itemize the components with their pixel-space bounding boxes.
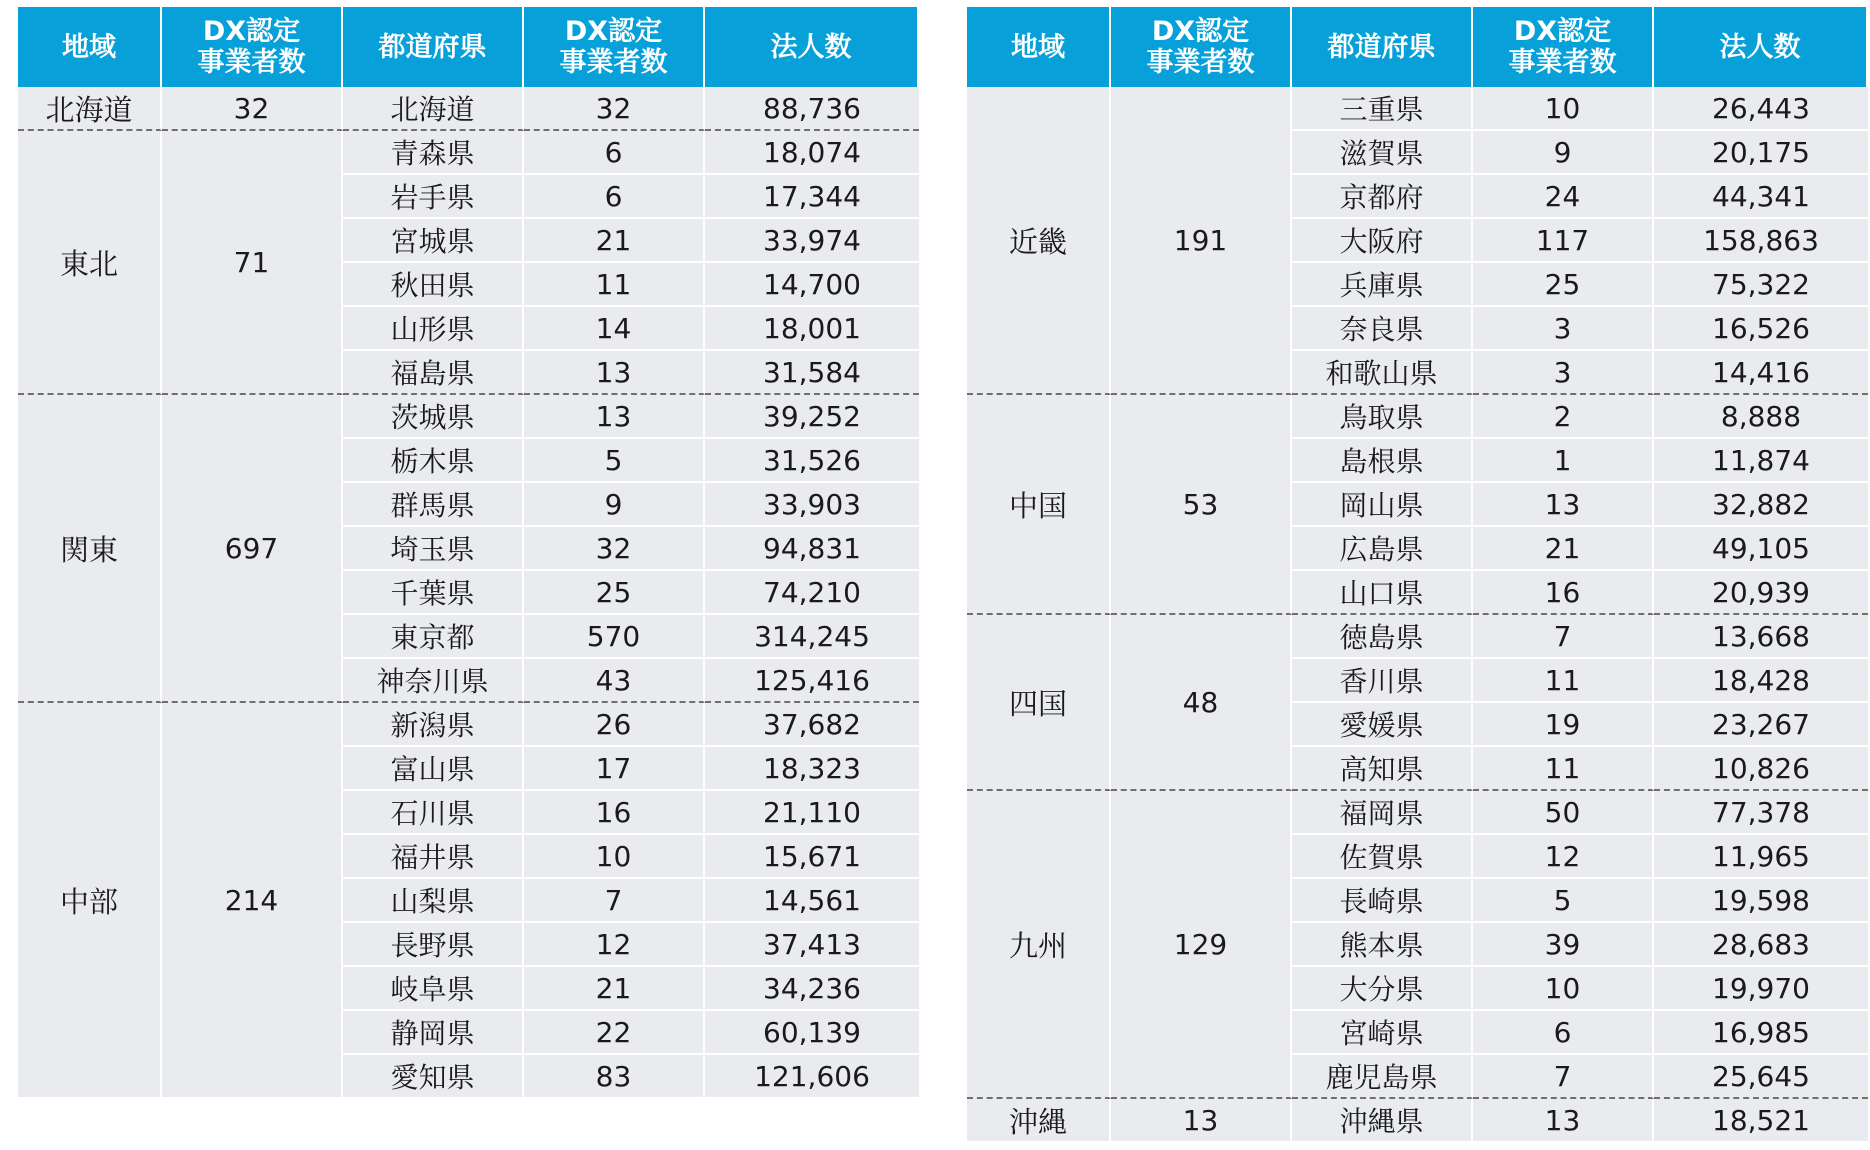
left-table — [18, 7, 919, 1099]
header-corporation-count: 法人数 — [1654, 7, 1868, 87]
region-name: 沖縄 — [967, 1099, 1111, 1143]
header-region-dx-count: DX認定 事業者数 — [162, 7, 343, 87]
right-table — [967, 7, 1868, 1143]
region-dx-count: 53 — [1111, 395, 1292, 615]
prefecture-name: 秋田県 — [343, 263, 524, 307]
corporation-count: 16,526 — [1654, 307, 1868, 351]
prefecture-dx-count: 11 — [1473, 747, 1654, 791]
corporation-count: 11,965 — [1654, 835, 1868, 879]
prefecture-dx-count: 7 — [1473, 1055, 1654, 1099]
corporation-count: 14,416 — [1654, 351, 1868, 395]
prefecture-dx-count: 7 — [1473, 615, 1654, 659]
prefecture-name: 新潟県 — [343, 703, 524, 747]
region-name: 中部 — [18, 703, 162, 1099]
corporation-count: 18,001 — [705, 307, 919, 351]
prefecture-name: 青森県 — [343, 131, 524, 175]
prefecture-dx-count: 25 — [1473, 263, 1654, 307]
corporation-count: 26,443 — [1654, 87, 1868, 131]
prefecture-name: 千葉県 — [343, 571, 524, 615]
corporation-count: 20,939 — [1654, 571, 1868, 615]
prefecture-dx-count: 11 — [524, 263, 705, 307]
prefecture-name: 福島県 — [343, 351, 524, 395]
prefecture-name: 福岡県 — [1292, 791, 1473, 835]
prefecture-name: 埼玉県 — [343, 527, 524, 571]
region-name: 九州 — [967, 791, 1111, 1099]
prefecture-name: 神奈川県 — [343, 659, 524, 703]
region-dx-count: 697 — [162, 395, 343, 703]
corporation-count: 11,874 — [1654, 439, 1868, 483]
corporation-count: 19,598 — [1654, 879, 1868, 923]
prefecture-name: 佐賀県 — [1292, 835, 1473, 879]
prefecture-name: 広島県 — [1292, 527, 1473, 571]
corporation-count: 75,322 — [1654, 263, 1868, 307]
corporation-count: 37,682 — [705, 703, 919, 747]
corporation-count: 14,561 — [705, 879, 919, 923]
prefecture-dx-count: 43 — [524, 659, 705, 703]
prefecture-name: 東京都 — [343, 615, 524, 659]
corporation-count: 15,671 — [705, 835, 919, 879]
header-region: 地域 — [967, 7, 1111, 87]
prefecture-name: 島根県 — [1292, 439, 1473, 483]
prefecture-name: 岩手県 — [343, 175, 524, 219]
prefecture-dx-count: 5 — [1473, 879, 1654, 923]
header-prefecture-dx-count: DX認定 事業者数 — [1473, 7, 1654, 87]
corporation-count: 31,584 — [705, 351, 919, 395]
corporation-count: 34,236 — [705, 967, 919, 1011]
prefecture-name: 徳島県 — [1292, 615, 1473, 659]
prefecture-dx-count: 1 — [1473, 439, 1654, 483]
region-dx-count: 214 — [162, 703, 343, 1099]
prefecture-dx-count: 39 — [1473, 923, 1654, 967]
prefecture-name: 山梨県 — [343, 879, 524, 923]
prefecture-dx-count: 32 — [524, 527, 705, 571]
prefecture-name: 香川県 — [1292, 659, 1473, 703]
prefecture-dx-count: 24 — [1473, 175, 1654, 219]
prefecture-dx-count: 3 — [1473, 351, 1654, 395]
corporation-count: 158,863 — [1654, 219, 1868, 263]
corporation-count: 88,736 — [705, 87, 919, 131]
region-dx-count: 13 — [1111, 1099, 1292, 1143]
header-region-dx-count: DX認定 事業者数 — [1111, 7, 1292, 87]
prefecture-dx-count: 17 — [524, 747, 705, 791]
prefecture-name: 愛知県 — [343, 1055, 524, 1099]
corporation-count: 125,416 — [705, 659, 919, 703]
corporation-count: 39,252 — [705, 395, 919, 439]
corporation-count: 121,606 — [705, 1055, 919, 1099]
prefecture-dx-count: 6 — [1473, 1011, 1654, 1055]
prefecture-name: 山形県 — [343, 307, 524, 351]
prefecture-name: 兵庫県 — [1292, 263, 1473, 307]
prefecture-name: 和歌山県 — [1292, 351, 1473, 395]
prefecture-dx-count: 12 — [524, 923, 705, 967]
prefecture-name: 鹿児島県 — [1292, 1055, 1473, 1099]
prefecture-name: 岡山県 — [1292, 483, 1473, 527]
prefecture-dx-count: 10 — [1473, 967, 1654, 1011]
corporation-count: 18,074 — [705, 131, 919, 175]
prefecture-dx-count: 6 — [524, 131, 705, 175]
corporation-count: 18,521 — [1654, 1099, 1868, 1143]
corporation-count: 28,683 — [1654, 923, 1868, 967]
prefecture-dx-count: 22 — [524, 1011, 705, 1055]
corporation-count: 314,245 — [705, 615, 919, 659]
prefecture-name: 静岡県 — [343, 1011, 524, 1055]
corporation-count: 31,526 — [705, 439, 919, 483]
prefecture-name: 北海道 — [343, 87, 524, 131]
corporation-count: 32,882 — [1654, 483, 1868, 527]
prefecture-name: 山口県 — [1292, 571, 1473, 615]
prefecture-name: 高知県 — [1292, 747, 1473, 791]
prefecture-name: 鳥取県 — [1292, 395, 1473, 439]
prefecture-dx-count: 10 — [524, 835, 705, 879]
prefecture-dx-count: 9 — [524, 483, 705, 527]
prefecture-dx-count: 83 — [524, 1055, 705, 1099]
corporation-count: 8,888 — [1654, 395, 1868, 439]
corporation-count: 14,700 — [705, 263, 919, 307]
corporation-count: 18,323 — [705, 747, 919, 791]
corporation-count: 94,831 — [705, 527, 919, 571]
corporation-count: 44,341 — [1654, 175, 1868, 219]
corporation-count: 23,267 — [1654, 703, 1868, 747]
prefecture-name: 群馬県 — [343, 483, 524, 527]
prefecture-name: 岐阜県 — [343, 967, 524, 1011]
prefecture-dx-count: 32 — [524, 87, 705, 131]
prefecture-dx-count: 117 — [1473, 219, 1654, 263]
prefecture-dx-count: 13 — [524, 351, 705, 395]
corporation-count: 33,974 — [705, 219, 919, 263]
prefecture-name: 長崎県 — [1292, 879, 1473, 923]
prefecture-name: 京都府 — [1292, 175, 1473, 219]
corporation-count: 60,139 — [705, 1011, 919, 1055]
prefecture-name: 沖縄県 — [1292, 1099, 1473, 1143]
prefecture-dx-count: 16 — [1473, 571, 1654, 615]
header-corporation-count: 法人数 — [705, 7, 919, 87]
prefecture-dx-count: 21 — [524, 219, 705, 263]
corporation-count: 18,428 — [1654, 659, 1868, 703]
prefecture-name: 富山県 — [343, 747, 524, 791]
header-prefecture-dx-count: DX認定 事業者数 — [524, 7, 705, 87]
corporation-count: 17,344 — [705, 175, 919, 219]
prefecture-dx-count: 13 — [1473, 483, 1654, 527]
corporation-count: 77,378 — [1654, 791, 1868, 835]
region-dx-count: 129 — [1111, 791, 1292, 1099]
corporation-count: 20,175 — [1654, 131, 1868, 175]
prefecture-dx-count: 16 — [524, 791, 705, 835]
corporation-count: 25,645 — [1654, 1055, 1868, 1099]
prefecture-name: 大分県 — [1292, 967, 1473, 1011]
corporation-count: 13,668 — [1654, 615, 1868, 659]
corporation-count: 37,413 — [705, 923, 919, 967]
prefecture-name: 石川県 — [343, 791, 524, 835]
region-dx-count: 191 — [1111, 87, 1292, 395]
region-name: 中国 — [967, 395, 1111, 615]
region-dx-count: 48 — [1111, 615, 1292, 791]
prefecture-name: 大阪府 — [1292, 219, 1473, 263]
prefecture-dx-count: 11 — [1473, 659, 1654, 703]
prefecture-dx-count: 6 — [524, 175, 705, 219]
corporation-count: 33,903 — [705, 483, 919, 527]
region-name: 東北 — [18, 131, 162, 395]
prefecture-dx-count: 9 — [1473, 131, 1654, 175]
prefecture-name: 熊本県 — [1292, 923, 1473, 967]
prefecture-dx-count: 7 — [524, 879, 705, 923]
corporation-count: 10,826 — [1654, 747, 1868, 791]
prefecture-dx-count: 3 — [1473, 307, 1654, 351]
prefecture-name: 奈良県 — [1292, 307, 1473, 351]
corporation-count: 16,985 — [1654, 1011, 1868, 1055]
region-name: 関東 — [18, 395, 162, 703]
corporation-count: 49,105 — [1654, 527, 1868, 571]
region-name: 北海道 — [18, 87, 162, 131]
prefecture-name: 福井県 — [343, 835, 524, 879]
prefecture-dx-count: 26 — [524, 703, 705, 747]
region-dx-count: 71 — [162, 131, 343, 395]
corporation-count: 74,210 — [705, 571, 919, 615]
prefecture-name: 長野県 — [343, 923, 524, 967]
prefecture-name: 宮崎県 — [1292, 1011, 1473, 1055]
prefecture-dx-count: 50 — [1473, 791, 1654, 835]
prefecture-dx-count: 13 — [1473, 1099, 1654, 1143]
prefecture-name: 茨城県 — [343, 395, 524, 439]
corporation-count: 19,970 — [1654, 967, 1868, 1011]
prefecture-name: 宮城県 — [343, 219, 524, 263]
prefecture-name: 愛媛県 — [1292, 703, 1473, 747]
prefecture-dx-count: 10 — [1473, 87, 1654, 131]
prefecture-dx-count: 14 — [524, 307, 705, 351]
prefecture-dx-count: 21 — [524, 967, 705, 1011]
prefecture-dx-count: 21 — [1473, 527, 1654, 571]
prefecture-dx-count: 19 — [1473, 703, 1654, 747]
region-name: 近畿 — [967, 87, 1111, 395]
region-name: 四国 — [967, 615, 1111, 791]
region-dx-count: 32 — [162, 87, 343, 131]
header-region: 地域 — [18, 7, 162, 87]
prefecture-dx-count: 2 — [1473, 395, 1654, 439]
prefecture-dx-count: 12 — [1473, 835, 1654, 879]
prefecture-name: 滋賀県 — [1292, 131, 1473, 175]
prefecture-dx-count: 5 — [524, 439, 705, 483]
header-prefecture: 都道府県 — [1292, 7, 1473, 87]
header-prefecture: 都道府県 — [343, 7, 524, 87]
corporation-count: 21,110 — [705, 791, 919, 835]
prefecture-dx-count: 570 — [524, 615, 705, 659]
prefecture-name: 栃木県 — [343, 439, 524, 483]
prefecture-dx-count: 25 — [524, 571, 705, 615]
prefecture-dx-count: 13 — [524, 395, 705, 439]
prefecture-name: 三重県 — [1292, 87, 1473, 131]
